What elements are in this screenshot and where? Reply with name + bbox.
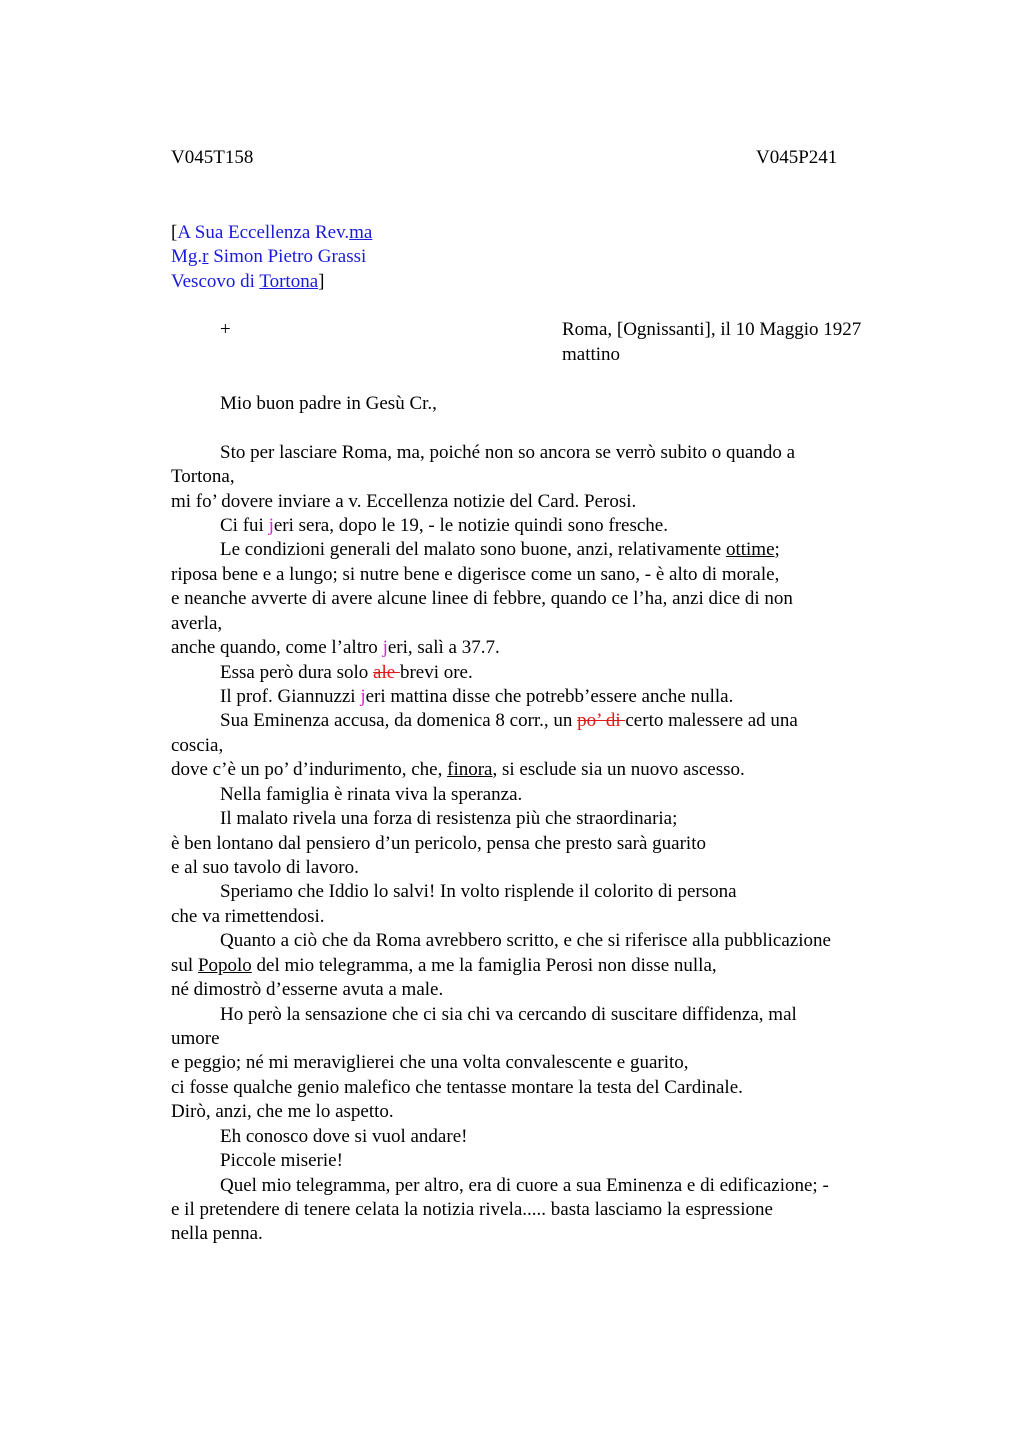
body-line <box>220 685 733 709</box>
text-segment: Essa però dura solo <box>220 662 374 683</box>
body-line: mi fo’ dovere inviare a v. Eccellenza notizie del Card. Perosi. <box>171 491 637 512</box>
addressee-office: Vescovo di <box>171 271 260 292</box>
text-segment: sul <box>171 955 198 976</box>
body-line: Nella famiglia è rinata viva la speranza. <box>220 784 523 805</box>
text-segment: eri mattina disse che potrebb’essere anche nulla. <box>365 686 734 707</box>
deleted-text: ale <box>373 662 400 683</box>
body-line: e neanche avverte di avere alcune linee di febbre, quando ce l’ha, anzi dice di non <box>171 588 793 609</box>
body-line <box>220 661 473 685</box>
text-segment: del mio telegramma, a me la famiglia Perosi non disse nulla, <box>251 955 717 976</box>
body-line: umore <box>171 1028 220 1049</box>
deleted-text: po’ di <box>577 710 626 731</box>
body-line <box>171 636 500 660</box>
text-segment: certo malessere ad una <box>625 710 798 731</box>
body-line: Sto per lasciare Roma, ma, poiché non so ancora se verrò subito o quando a <box>220 442 796 463</box>
body-line: Il malato rivela una forza di resistenza più che straordinaria; <box>220 808 678 829</box>
salutation: Mio buon padre in Gesù Cr., <box>220 393 437 414</box>
cross-symbol: + <box>220 319 231 340</box>
document-code-right: V045P241 <box>756 147 838 168</box>
body-line: Eh conosco dove si vuol andare! <box>220 1126 468 1147</box>
text-segment: eri sera, dopo le 19, - le notizie quindi sono fresche. <box>273 515 668 536</box>
body-line: Piccole miserie! <box>220 1150 343 1171</box>
place-date: Roma, [Ognissanti], il 10 Maggio 1927 <box>562 319 862 340</box>
text-segment: , si esclude sia un nuovo ascesso. <box>492 759 745 780</box>
body-line: nella penna. <box>171 1223 263 1244</box>
body-line: e il pretendere di tenere celata la notizia rivela..... basta lasciamo la espressione <box>171 1199 773 1220</box>
addressee-line-1 <box>171 221 372 245</box>
text-segment: ; <box>774 539 780 560</box>
body-line <box>220 709 798 733</box>
correction-letter: j <box>360 686 366 707</box>
body-line <box>171 758 745 782</box>
text-segment: Ci fui <box>220 515 269 536</box>
body-line: e peggio; né mi meraviglierei che una volta convalescente e guarito, <box>171 1052 689 1073</box>
body-line: averla, <box>171 613 223 634</box>
body-line: riposa bene e a lungo; si nutre bene e digerisce come un sano, - è alto di morale, <box>171 564 780 585</box>
correction-letter: j <box>382 637 388 658</box>
body-line: Ho però la sensazione che ci sia chi va cercando di suscitare diffidenza, mal <box>220 1004 797 1025</box>
body-line: né dimostrò d’esserne avuta a male. <box>171 979 444 1000</box>
body-line <box>220 538 780 562</box>
bracket-close: ] <box>318 271 325 292</box>
text-segment: Le condizioni generali del malato sono buone, anzi, relativamente <box>220 539 726 560</box>
underlined-word: finora <box>447 759 493 780</box>
text-segment: eri, salì a 37.7. <box>387 637 500 658</box>
time-of-day: mattino <box>562 344 621 365</box>
body-line: Quanto a ciò che da Roma avrebbero scritto, e che si riferisce alla pubblicazione <box>220 930 831 951</box>
addressee-name: Simon Pietro Grassi <box>208 246 367 267</box>
text-segment: brevi ore. <box>399 662 473 683</box>
addressee-diocese: Tortona <box>259 271 319 292</box>
body-line: ci fosse qualche genio malefico che tentasse montare la testa del Cardinale. <box>171 1077 743 1098</box>
text-segment: anche quando, come l’altro <box>171 637 383 658</box>
body-line: Quel mio telegramma, per altro, era di cuore a sua Eminenza e di edificazione; - <box>220 1175 829 1196</box>
underlined-word: Popolo <box>197 955 252 976</box>
addressee-line-2 <box>171 245 366 269</box>
body-line <box>220 514 668 538</box>
body-line: Speriamo che Iddio lo salvi! In volto risplende il colorito di persona <box>220 881 737 902</box>
correction-letter: j <box>268 515 274 536</box>
body-line: Dirò, anzi, che me lo aspetto. <box>171 1101 394 1122</box>
body-line <box>171 954 717 978</box>
addressee-title-superscript: ma <box>349 222 373 243</box>
body-line: e al suo tavolo di lavoro. <box>171 857 359 878</box>
body-line: è ben lontano dal pensiero d’un pericolo, pensa che presto sarà guarito <box>171 833 706 854</box>
underlined-word: ottime <box>725 539 775 560</box>
text-segment: Il prof. Giannuzzi <box>220 686 361 707</box>
addressee-honorific: Mg. <box>171 246 203 267</box>
body-line: che va rimettendosi. <box>171 906 325 927</box>
text-segment: Sua Eminenza accusa, da domenica 8 corr., un <box>220 710 578 731</box>
text-segment: dove c’è un po’ d’indurimento, che, <box>171 759 448 780</box>
bracket-open: [ <box>171 222 178 243</box>
addressee-honorific-superscript: r <box>202 246 209 267</box>
body-line: coscia, <box>171 735 224 756</box>
body-line: Tortona, <box>171 466 235 487</box>
document-code-left: V045T158 <box>171 147 254 168</box>
addressee-line-3 <box>171 270 324 294</box>
addressee-title: A Sua Eccellenza Rev. <box>177 222 350 243</box>
